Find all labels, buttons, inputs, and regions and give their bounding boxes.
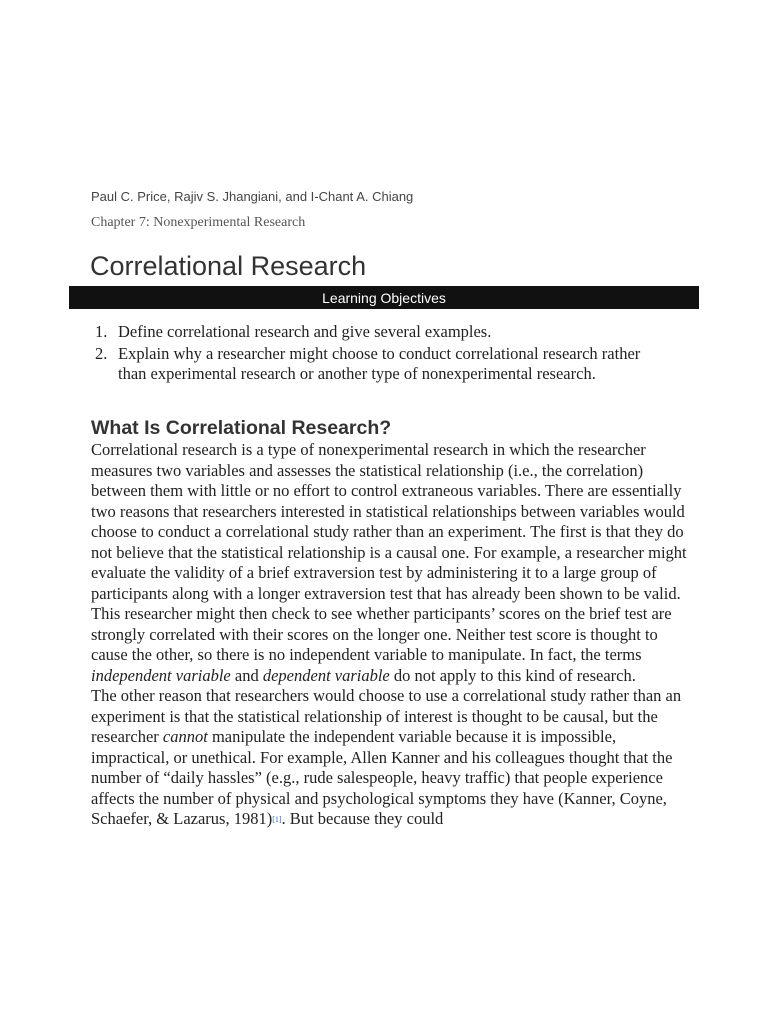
text-run: manipulate the independent variable because it is impossible, impractical, or unethical. For example, Allen Kanner and his colleagues thought that the number of “daily hassles” (e.g., rude salespeople, heavy traffic) that people experience affects the number of physical and psychological symptoms they have (Kanner, Coyne, Schaefer, & Lazarus, 1981)	[91, 727, 673, 828]
author-line: Paul C. Price, Rajiv S. Jhangiani, and I-Chant A. Chiang	[91, 189, 414, 204]
emphasis-text: dependent variable	[262, 665, 390, 685]
emphasis-text: independent variable	[91, 665, 231, 685]
paragraph	[91, 686, 691, 830]
paragraph	[91, 440, 691, 686]
text-run: Correlational research is a type of nonexperimental research in which the researcher measures two variables and assesses the statistical relationship (i.e., the correlation) between them with little or no effort to control extraneous variables. There are essentially two reasons that researchers interested in statistical relationships between variables would choose to conduct a correlational study rather than an experiment. The first is that they do not believe that the statistical relationship is a causal one. For example, a researcher might evaluate the validity of a brief extraversion test by administering it to a large group of participants along with a longer extraversion test that has already been shown to be valid. This researcher might then check to see whether participants’ scores on the brief test are strongly correlated with their scores on the longer one. Neither test score is thought to cause the other, so there is no independent variable to manipulate. In fact, the terms	[91, 440, 687, 664]
list-item-text: Explain why a researcher might choose to conduct correlational research rather than experimental research or another type of nonexperimental research.	[118, 343, 641, 383]
body-text	[91, 440, 691, 830]
list-item-number: 2.	[95, 343, 108, 363]
list-item-number: 1.	[95, 322, 108, 341]
emphasis-text: cannot	[162, 727, 208, 746]
text-run: . But because they could	[281, 809, 444, 828]
footnote-link[interactable]: [1]	[272, 814, 282, 824]
text-run: and	[230, 665, 263, 685]
section-heading: What Is Correlational Research?	[91, 417, 392, 439]
learning-objectives-list	[92, 322, 652, 386]
list-item-text: Define correlational research and give several examples.	[118, 322, 492, 341]
learning-objectives-header: Learning Objectives	[69, 286, 699, 309]
text-run: do not apply to this kind of research.	[389, 665, 636, 685]
chapter-label: Chapter 7: Nonexperimental Research	[91, 215, 306, 230]
list-item	[92, 344, 652, 385]
text-run: The other reason that researchers would choose to use a correlational study rather than an experiment is that the statistical relationship of interest is thought to be causal, but the researcher	[91, 686, 682, 746]
list-item	[92, 322, 652, 343]
page-title: Correlational Research	[90, 251, 367, 281]
